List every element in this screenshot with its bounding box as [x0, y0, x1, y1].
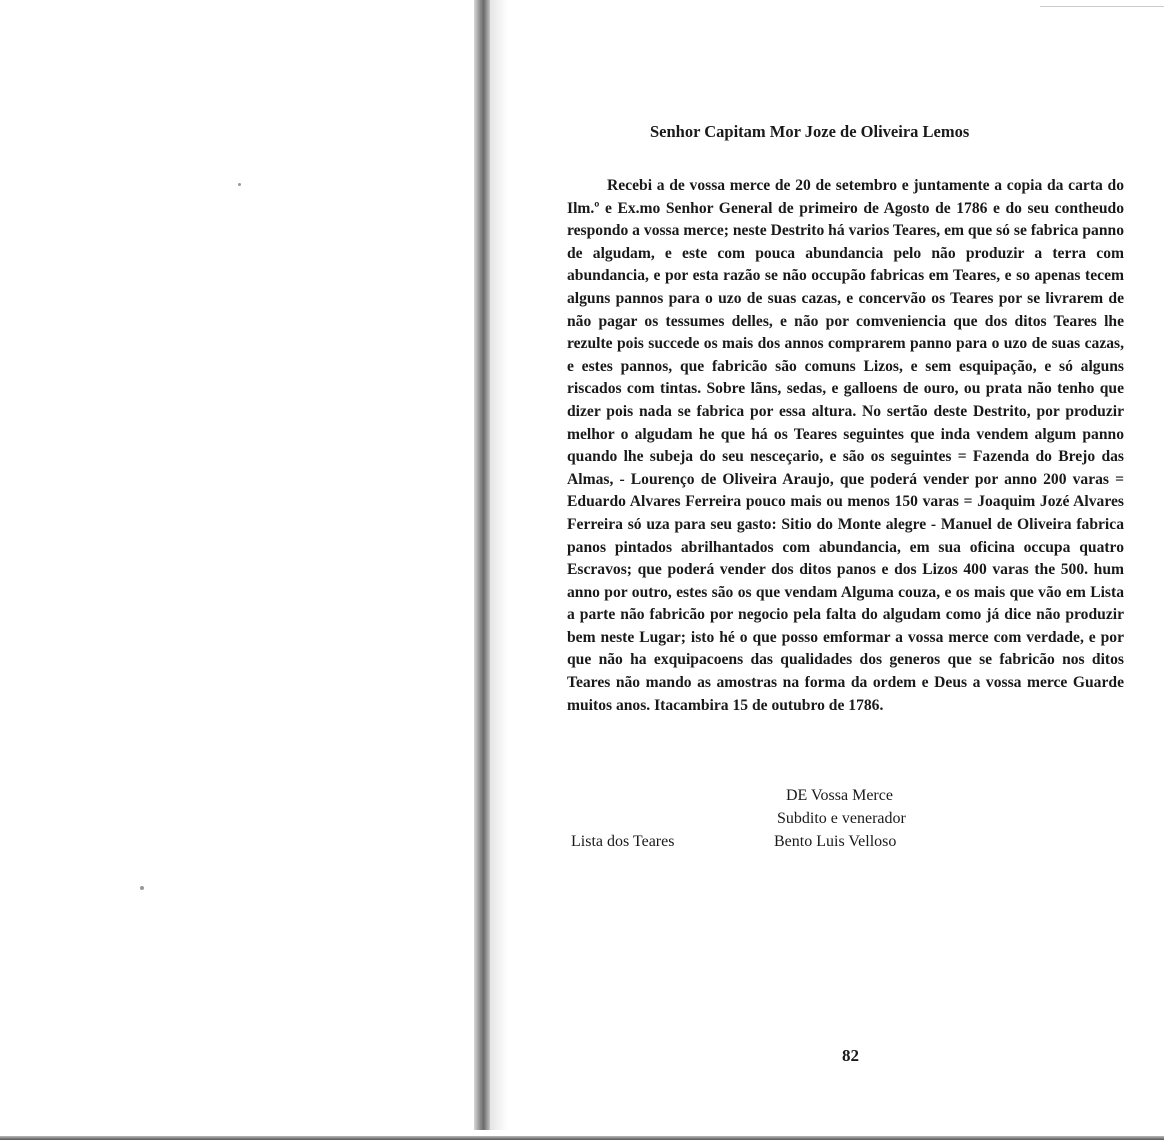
- closing-block: [774, 784, 906, 853]
- book-gutter: [474, 0, 490, 1130]
- top-edge-line: [1040, 6, 1164, 7]
- gutter-shadow: [490, 0, 508, 1130]
- closing-salutation: DE Vossa Merce: [786, 787, 893, 804]
- list-label: Lista dos Teares: [571, 833, 675, 850]
- bottom-page-edge: [0, 1136, 1164, 1140]
- letter-body: Recebi a de vossa merce de 20 de setembro e juntamente a copia da carta do Ilm.º e Ex.mo Senhor General de primeiro de Agosto de 1786 e do seu contheudo respondo a vossa merce; neste Destrito há varios Teares, em que só se fabrica panno de algudam, e este com pouca abundancia pelo não produzir a terra com abundancia, e por esta razão se não occupão fabricas em Teares, e so apenas tecem alguns pannos para o uzo de suas cazas, e concervão os Teares por se livrarem de não pagar os tessumes delles, e não por comveniencia que dos ditos Teares lhe rezulte pois succede os mais dos annos comprarem panno para o uzo de suas cazas, e estes pannos, que fabricão são comuns Lizos, e sem esquipação, e só alguns riscados com tintas. Sobre lãns, sedas, e galloens de ouro, ou prata não tenho que dizer pois nada se fabrica por essa altura. No sertão deste Destrito, por produzir melhor o algudam he que há os Teares seguintes que inda vendem algum panno quando lhe subeja do seu nesceçario, e são os seguintes = Fazenda do Brejo das Almas, - Lourenço de Oliveira Araujo, que poderá vender por anno 200 varas = Eduardo Alvares Ferreira pouco mais ou menos 150 varas = Joaquim Jozé Alvares Ferreira só uza para seu gasto: Sitio do Monte alegre - Manuel de Oliveira fabrica panos pintados abrilhantados com abundancia, em sua oficina occupa quatro Escravos; que poderá vender dos ditos panos e dos Lizos 400 varas the 500. hum anno por outro, estes são os que vendam Alguma couza, e os mais que vão em Lista a parte não fabricão por negocio pela falta do algudam como já dice não produzir bem neste Lugar; isto hé o que posso emformar a vossa merce com verdade, e por que não ha exquipacoens das qualidades dos generos que se fabricão nos ditos Teares não mando as amostras na forma da ordem e Deus a vossa merce Guarde muitos anos. Itacambira 15 de outubro de 1786.: [567, 177, 1124, 714]
- signature: Bento Luis Velloso: [774, 833, 897, 850]
- scan-speck: [238, 183, 241, 186]
- scan-speck: [140, 886, 144, 890]
- page-number: 82: [842, 1046, 859, 1065]
- letter-title: Senhor Capitam Mor Joze de Oliveira Lemos: [650, 122, 970, 141]
- closing-line: Subdito e venerador: [777, 810, 906, 827]
